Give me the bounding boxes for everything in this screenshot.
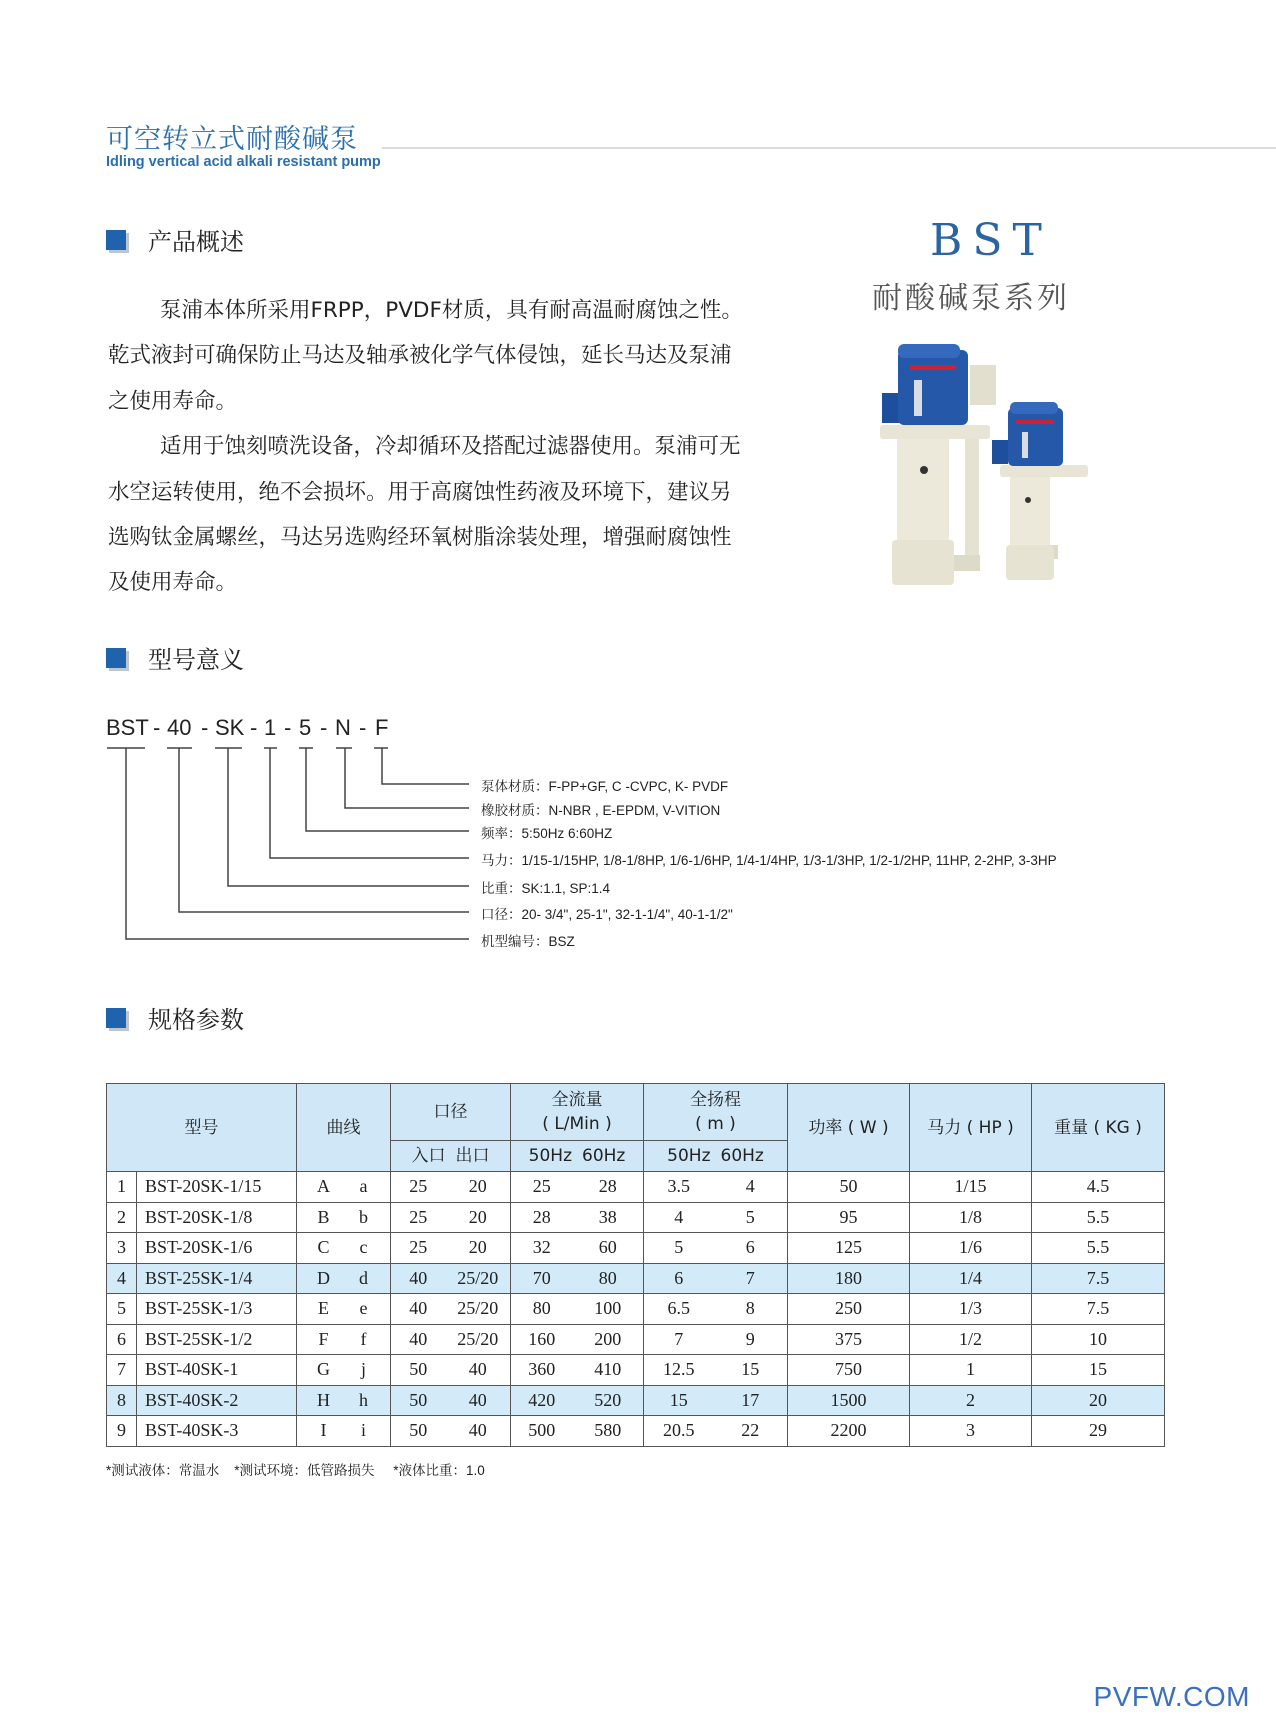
flow-50hz-cell: 420 [511, 1385, 573, 1416]
model-cell: BST-25SK-1/3 [137, 1294, 297, 1325]
header-head-60hz: 60Hz [720, 1146, 764, 1166]
curve-letter: c [359, 1237, 368, 1258]
curve-letter: F [318, 1328, 329, 1349]
row-number: 8 [107, 1385, 137, 1416]
flow-60hz-cell: 200 [573, 1324, 644, 1355]
curve-letter: A [317, 1176, 330, 1197]
weight-cell: 4.5 [1032, 1172, 1165, 1203]
section-square-icon [106, 648, 126, 668]
legend-model-series: 机型编号：BSZ [481, 934, 575, 949]
outlet-cell: 20 [446, 1233, 511, 1264]
model-cell: BST-40SK-2 [137, 1385, 297, 1416]
hp-cell: 1/3 [910, 1294, 1032, 1325]
overview-paragraph: 适用于蚀刻喷洗设备，冷却循环及搭配过滤器使用。泵浦可无水空运转使用，绝不会损坏。用于高腐蚀性药液及环境下，建议另选购钛金属螺丝，马达另选购经环氧树脂涂装处理，增强耐腐蚀性及使用寿命。 [108, 434, 741, 596]
inlet-cell: 50 [391, 1416, 446, 1447]
section-specs [106, 1000, 244, 1035]
power-cell: 375 [788, 1324, 910, 1355]
outlet-cell: 40 [446, 1385, 511, 1416]
flow-60hz-cell: 520 [573, 1385, 644, 1416]
curve-letter: f [360, 1328, 367, 1349]
flow-60hz-cell: 80 [573, 1263, 644, 1294]
power-cell: 1500 [788, 1385, 910, 1416]
hp-cell: 2 [910, 1385, 1032, 1416]
row-number: 3 [107, 1233, 137, 1264]
header-outlet: 出口 [455, 1146, 490, 1166]
section-square-icon [106, 1008, 126, 1028]
head-60hz-cell: 15 [714, 1355, 788, 1386]
page-subtitle: Idling vertical acid alkali resistant pump [106, 154, 381, 170]
header-head [644, 1084, 788, 1141]
code-dash: - [201, 715, 209, 740]
weight-cell: 15 [1032, 1355, 1165, 1386]
head-50hz-cell: 5 [644, 1233, 714, 1264]
power-cell: 750 [788, 1355, 910, 1386]
weight-cell: 20 [1032, 1385, 1165, 1416]
curve-letter: E [318, 1298, 329, 1319]
model-cell: BST-25SK-1/2 [137, 1324, 297, 1355]
row-number: 2 [107, 1202, 137, 1233]
curve-letter: C [317, 1237, 330, 1258]
hp-cell: 1/6 [910, 1233, 1032, 1264]
curve-letter: e [359, 1298, 368, 1319]
section-model-meaning [106, 640, 244, 675]
curve-cell [297, 1385, 391, 1416]
curve-cell [297, 1324, 391, 1355]
code-rubber: N [335, 715, 351, 740]
header-bore-sub [391, 1141, 511, 1172]
power-cell: 180 [788, 1263, 910, 1294]
head-60hz-cell: 7 [714, 1263, 788, 1294]
hp-cell: 1 [910, 1355, 1032, 1386]
title-divider [382, 147, 1276, 149]
row-number: 6 [107, 1324, 137, 1355]
head-60hz-cell: 4 [714, 1172, 788, 1203]
curve-cell [297, 1172, 391, 1203]
flow-50hz-cell: 80 [511, 1294, 573, 1325]
curve-cell [297, 1263, 391, 1294]
hp-cell: 1/15 [910, 1172, 1032, 1203]
outlet-cell: 40 [446, 1355, 511, 1386]
row-number: 1 [107, 1172, 137, 1203]
brand-name: BST [930, 215, 1052, 266]
legend-bore: 口径：20- 3/4", 25-1", 32-1-1/4", 40-1-1/2" [481, 907, 733, 922]
pump-product-image [870, 340, 1100, 590]
overview-paragraph: 泵浦本体所采用FRPP，PVDF材质，具有耐高温耐腐蚀之性。 乾式液封可确保防止马达及轴承被化学气体侵蚀，延长马达及泵浦之使用寿命。 [108, 298, 743, 414]
code-bore: 40 [167, 715, 192, 740]
power-cell: 50 [788, 1172, 910, 1203]
head-50hz-cell: 3.5 [644, 1172, 714, 1203]
flow-60hz-cell: 410 [573, 1355, 644, 1386]
section-square-icon [106, 230, 126, 250]
legend-specific-gravity: 比重：SK:1.1, SP:1.4 [481, 881, 611, 896]
flow-60hz-cell: 28 [573, 1172, 644, 1203]
legend-body-material: 泵体材质：F-PP+GF, C -CVPC, K- PVDF [481, 779, 729, 794]
row-number: 5 [107, 1294, 137, 1325]
flow-60hz-cell: 60 [573, 1233, 644, 1264]
hp-cell: 3 [910, 1416, 1032, 1447]
flow-50hz-cell: 32 [511, 1233, 573, 1264]
header-flow-60hz: 60Hz [582, 1146, 626, 1166]
header-hp: 马力 ( HP ) [910, 1084, 1032, 1172]
flow-60hz-cell: 100 [573, 1294, 644, 1325]
curve-letter: B [317, 1206, 330, 1227]
head-60hz-cell: 17 [714, 1385, 788, 1416]
model-cell: BST-20SK-1/8 [137, 1202, 297, 1233]
code-dash: - [250, 715, 258, 740]
header-flow [511, 1084, 644, 1141]
inlet-cell: 40 [391, 1324, 446, 1355]
power-cell: 2200 [788, 1416, 910, 1447]
model-cell: BST-20SK-1/6 [137, 1233, 297, 1264]
section-heading: 产品概述 [148, 228, 244, 256]
inlet-cell: 25 [391, 1172, 446, 1203]
curve-cell [297, 1416, 391, 1447]
legend-frequency: 频率：5:50Hz 6:60HZ [481, 826, 613, 841]
outlet-cell: 20 [446, 1172, 511, 1203]
header-flow-sub [511, 1141, 644, 1172]
table-row [107, 1233, 1165, 1264]
head-60hz-cell: 9 [714, 1324, 788, 1355]
section-heading: 型号意义 [148, 646, 244, 674]
code-dash: - [284, 715, 292, 740]
power-cell: 250 [788, 1294, 910, 1325]
header-head-unit: ( m ) [695, 1114, 736, 1134]
outlet-cell: 40 [446, 1416, 511, 1447]
head-60hz-cell: 6 [714, 1233, 788, 1264]
head-50hz-cell: 15 [644, 1385, 714, 1416]
table-row [107, 1294, 1165, 1325]
code-dash: - [153, 715, 161, 740]
head-50hz-cell: 6 [644, 1263, 714, 1294]
flow-50hz-cell: 25 [511, 1172, 573, 1203]
legend-horsepower: 马力：1/15-1/15HP, 1/8-1/8HP, 1/6-1/6HP, 1/4-1/4HP, 1/3-1/3HP, 1/2-1/2HP, 11HP, 2-2HP, 3-3HP [481, 853, 1057, 868]
hp-cell: 1/4 [910, 1263, 1032, 1294]
head-60hz-cell: 5 [714, 1202, 788, 1233]
flow-60hz-cell: 580 [573, 1416, 644, 1447]
hp-cell: 1/2 [910, 1324, 1032, 1355]
curve-letter: I [320, 1420, 327, 1441]
model-cell: BST-25SK-1/4 [137, 1263, 297, 1294]
inlet-cell: 50 [391, 1355, 446, 1386]
header-head-sub [644, 1141, 788, 1172]
table-row [107, 1385, 1165, 1416]
code-dash: - [320, 715, 328, 740]
weight-cell: 5.5 [1032, 1202, 1165, 1233]
curve-letter: d [359, 1267, 368, 1288]
overview-text [108, 288, 748, 606]
spec-table [106, 1083, 1165, 1447]
code-series: BST [106, 715, 149, 740]
header-flow-50hz: 50Hz [528, 1146, 572, 1166]
header-model: 型号 [107, 1084, 297, 1172]
outlet-cell: 20 [446, 1202, 511, 1233]
header-inlet: 入口 [411, 1146, 446, 1166]
head-50hz-cell: 6.5 [644, 1294, 714, 1325]
power-cell: 125 [788, 1233, 910, 1264]
outlet-cell: 25/20 [446, 1294, 511, 1325]
curve-cell [297, 1202, 391, 1233]
weight-cell: 7.5 [1032, 1294, 1165, 1325]
code-body-material: F [375, 715, 389, 740]
section-overview [106, 222, 244, 257]
curve-cell [297, 1233, 391, 1264]
table-row [107, 1263, 1165, 1294]
page-title: 可空转立式耐酸碱泵 [106, 124, 358, 155]
head-50hz-cell: 12.5 [644, 1355, 714, 1386]
section-heading: 规格参数 [148, 1006, 244, 1034]
table-row [107, 1172, 1165, 1203]
weight-cell: 29 [1032, 1416, 1165, 1447]
header-curve: 曲线 [297, 1084, 391, 1172]
curve-letter: H [317, 1389, 330, 1410]
row-number: 4 [107, 1263, 137, 1294]
brand-series: 耐酸碱泵系列 [872, 281, 1070, 316]
table-row [107, 1416, 1165, 1447]
curve-letter: D [317, 1267, 330, 1288]
header-head-50hz: 50Hz [667, 1146, 711, 1166]
weight-cell: 7.5 [1032, 1263, 1165, 1294]
curve-letter: b [359, 1206, 368, 1227]
model-cell: BST-40SK-1 [137, 1355, 297, 1386]
table-footnote: *测试液体：常温水 *测试环境：低管路损失 *液体比重：1.0 [106, 1463, 485, 1478]
code-dash: - [359, 715, 367, 740]
row-number: 7 [107, 1355, 137, 1386]
row-number: 9 [107, 1416, 137, 1447]
curve-letter: j [360, 1359, 366, 1380]
curve-letter: h [359, 1389, 368, 1410]
inlet-cell: 50 [391, 1385, 446, 1416]
head-60hz-cell: 22 [714, 1416, 788, 1447]
code-gravity: SK [215, 715, 245, 740]
model-cell: BST-20SK-1/15 [137, 1172, 297, 1203]
curve-cell [297, 1294, 391, 1325]
watermark: PVFW.COM [1093, 1681, 1250, 1712]
inlet-cell: 40 [391, 1294, 446, 1325]
model-cell: BST-40SK-3 [137, 1416, 297, 1447]
power-cell: 95 [788, 1202, 910, 1233]
flow-50hz-cell: 360 [511, 1355, 573, 1386]
curve-letter: G [317, 1359, 330, 1380]
header-flow-label: 全流量 [551, 1090, 603, 1110]
flow-50hz-cell: 160 [511, 1324, 573, 1355]
head-60hz-cell: 8 [714, 1294, 788, 1325]
curve-cell [297, 1355, 391, 1386]
head-50hz-cell: 20.5 [644, 1416, 714, 1447]
table-row [107, 1355, 1165, 1386]
inlet-cell: 25 [391, 1233, 446, 1264]
inlet-cell: 40 [391, 1263, 446, 1294]
flow-50hz-cell: 70 [511, 1263, 573, 1294]
head-50hz-cell: 4 [644, 1202, 714, 1233]
header-weight: 重量 ( KG ) [1032, 1084, 1165, 1172]
header-bore: 口径 [391, 1084, 511, 1141]
table-row [107, 1202, 1165, 1233]
legend-rubber-material: 橡胶材质：N-NBR , E-EPDM, V-VITION [481, 803, 721, 818]
weight-cell: 5.5 [1032, 1233, 1165, 1264]
flow-50hz-cell: 500 [511, 1416, 573, 1447]
inlet-cell: 25 [391, 1202, 446, 1233]
curve-letter: a [359, 1176, 368, 1197]
head-50hz-cell: 7 [644, 1324, 714, 1355]
code-frequency: 5 [299, 715, 312, 740]
curve-letter: i [360, 1420, 366, 1441]
code-hp: 1 [264, 715, 277, 740]
flow-60hz-cell: 38 [573, 1202, 644, 1233]
header-flow-unit: ( L/Min ) [542, 1114, 612, 1134]
header-power: 功率 ( W ) [788, 1084, 910, 1172]
table-row [107, 1324, 1165, 1355]
header-head-label: 全扬程 [690, 1090, 741, 1110]
outlet-cell: 25/20 [446, 1263, 511, 1294]
flow-50hz-cell: 28 [511, 1202, 573, 1233]
hp-cell: 1/8 [910, 1202, 1032, 1233]
outlet-cell: 25/20 [446, 1324, 511, 1355]
weight-cell: 10 [1032, 1324, 1165, 1355]
